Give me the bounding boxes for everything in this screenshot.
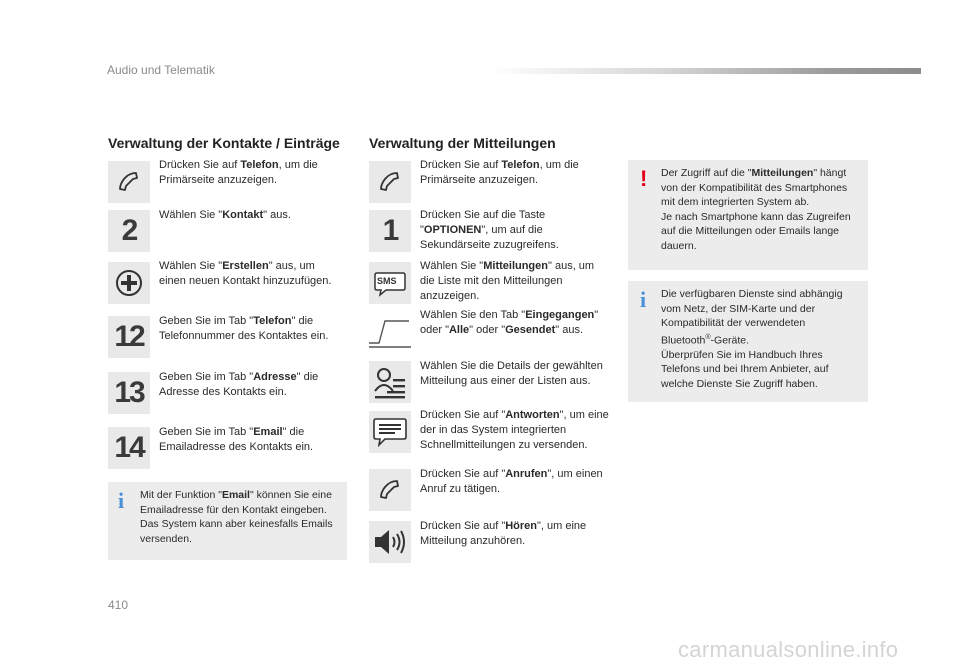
left-step-3-text: Wählen Sie "Erstellen" aus, um einen neuen Kontakt hinzuzufügen.: [159, 260, 332, 287]
warning-box: [628, 160, 868, 270]
right-step-7-text: Drücken Sie auf "Anrufen", um einen Anruf zu tätigen.: [420, 468, 603, 495]
right-section-title: Verwaltung der Mitteilungen: [369, 135, 556, 151]
header-title: Audio und Telematik: [107, 63, 215, 77]
number-12-badge: 12: [108, 316, 150, 358]
right-step-1-text: Drücken Sie auf Telefon, um die Primärseite anzuzeigen.: [420, 159, 579, 186]
left-info-text: Mit der Funktion "Email" können Sie eine Emailadresse für den Kontakt eingeben. Das System kann aber keinesfalls Emails versenden.: [140, 489, 333, 545]
right-step-2-text: Drücken Sie auf die Taste "OPTIONEN", um auf die Sekundärseite zuzugreifens.: [420, 209, 559, 251]
plus-icon: [108, 262, 150, 304]
info-icon: i: [118, 488, 125, 513]
phone-icon: [369, 469, 411, 511]
number-2-badge: 2: [108, 210, 150, 252]
left-info-box: [108, 482, 347, 560]
left-step-6-text: Geben Sie im Tab "Email" die Emailadresse des Kontakts ein.: [159, 426, 314, 453]
left-step-1-text: Drücken Sie auf Telefon, um die Primärseite anzuzeigen.: [159, 159, 318, 186]
services-info-text: Die verfügbaren Dienste sind abhängig vom Netz, der SIM-Karte und der Kompatibilität der verwendeten Bluetooth®-Geräte. Überprüfen Sie im Handbuch Ihres Telefons und bei Ihrem Anbieter, auf welche Dienste Sie Zugriff haben.: [661, 288, 843, 390]
warning-text: Der Zugriff auf die "Mitteilungen" hängt von der Kompatibilität des Smartphones mit dem integrierten System ab. Je nach Smartphone kann das Zugreifen auf die Mitteilungen oder Emails lange dauern.: [661, 167, 851, 252]
left-step-5-text: Geben Sie im Tab "Adresse" die Adresse des Kontakts ein.: [159, 371, 319, 398]
services-info-box: [628, 281, 868, 402]
header-bar: [490, 68, 921, 74]
speaker-icon: [369, 521, 411, 563]
left-step-4-text: Geben Sie im Tab "Telefon" die Telefonnummer des Kontaktes ein.: [159, 315, 329, 342]
page-number: 410: [108, 598, 129, 612]
right-step-3-text: Wählen Sie "Mitteilungen" aus, um die Liste mit den Mitteilungen anzuzeigen.: [420, 260, 595, 302]
reply-bubble-icon: [369, 411, 411, 453]
tab-icon: [369, 311, 411, 351]
number-14-badge: 14: [108, 427, 150, 469]
right-step-5-text: Wählen Sie die Details der gewählten Mitteilung aus einer der Listen aus.: [420, 360, 603, 387]
info-icon: i: [640, 287, 647, 312]
number-1-badge: 1: [369, 210, 411, 252]
phone-icon: [369, 161, 411, 203]
right-step-8-text: Drücken Sie auf "Hören", um eine Mitteilung anzuhören.: [420, 520, 587, 547]
left-step-2-text: Wählen Sie "Kontakt" aus.: [159, 209, 291, 221]
number-13-badge: 13: [108, 372, 150, 414]
left-section-title: Verwaltung der Kontakte / Einträge: [108, 135, 340, 151]
sms-icon-label: SMS: [377, 276, 397, 286]
phone-icon: [108, 161, 150, 203]
sms-icon: [369, 262, 411, 304]
right-step-6-text: Drücken Sie auf "Antworten", um eine der in das System integrierten Schnellmitteilungen zu versenden.: [420, 409, 609, 451]
warning-icon: !: [640, 166, 648, 191]
watermark: carmanualsonline.info: [678, 637, 899, 662]
right-step-4-text: Wählen Sie den Tab "Eingegangen" oder "Alle" oder "Gesendet" aus.: [420, 309, 599, 336]
details-list-icon: [369, 361, 411, 403]
